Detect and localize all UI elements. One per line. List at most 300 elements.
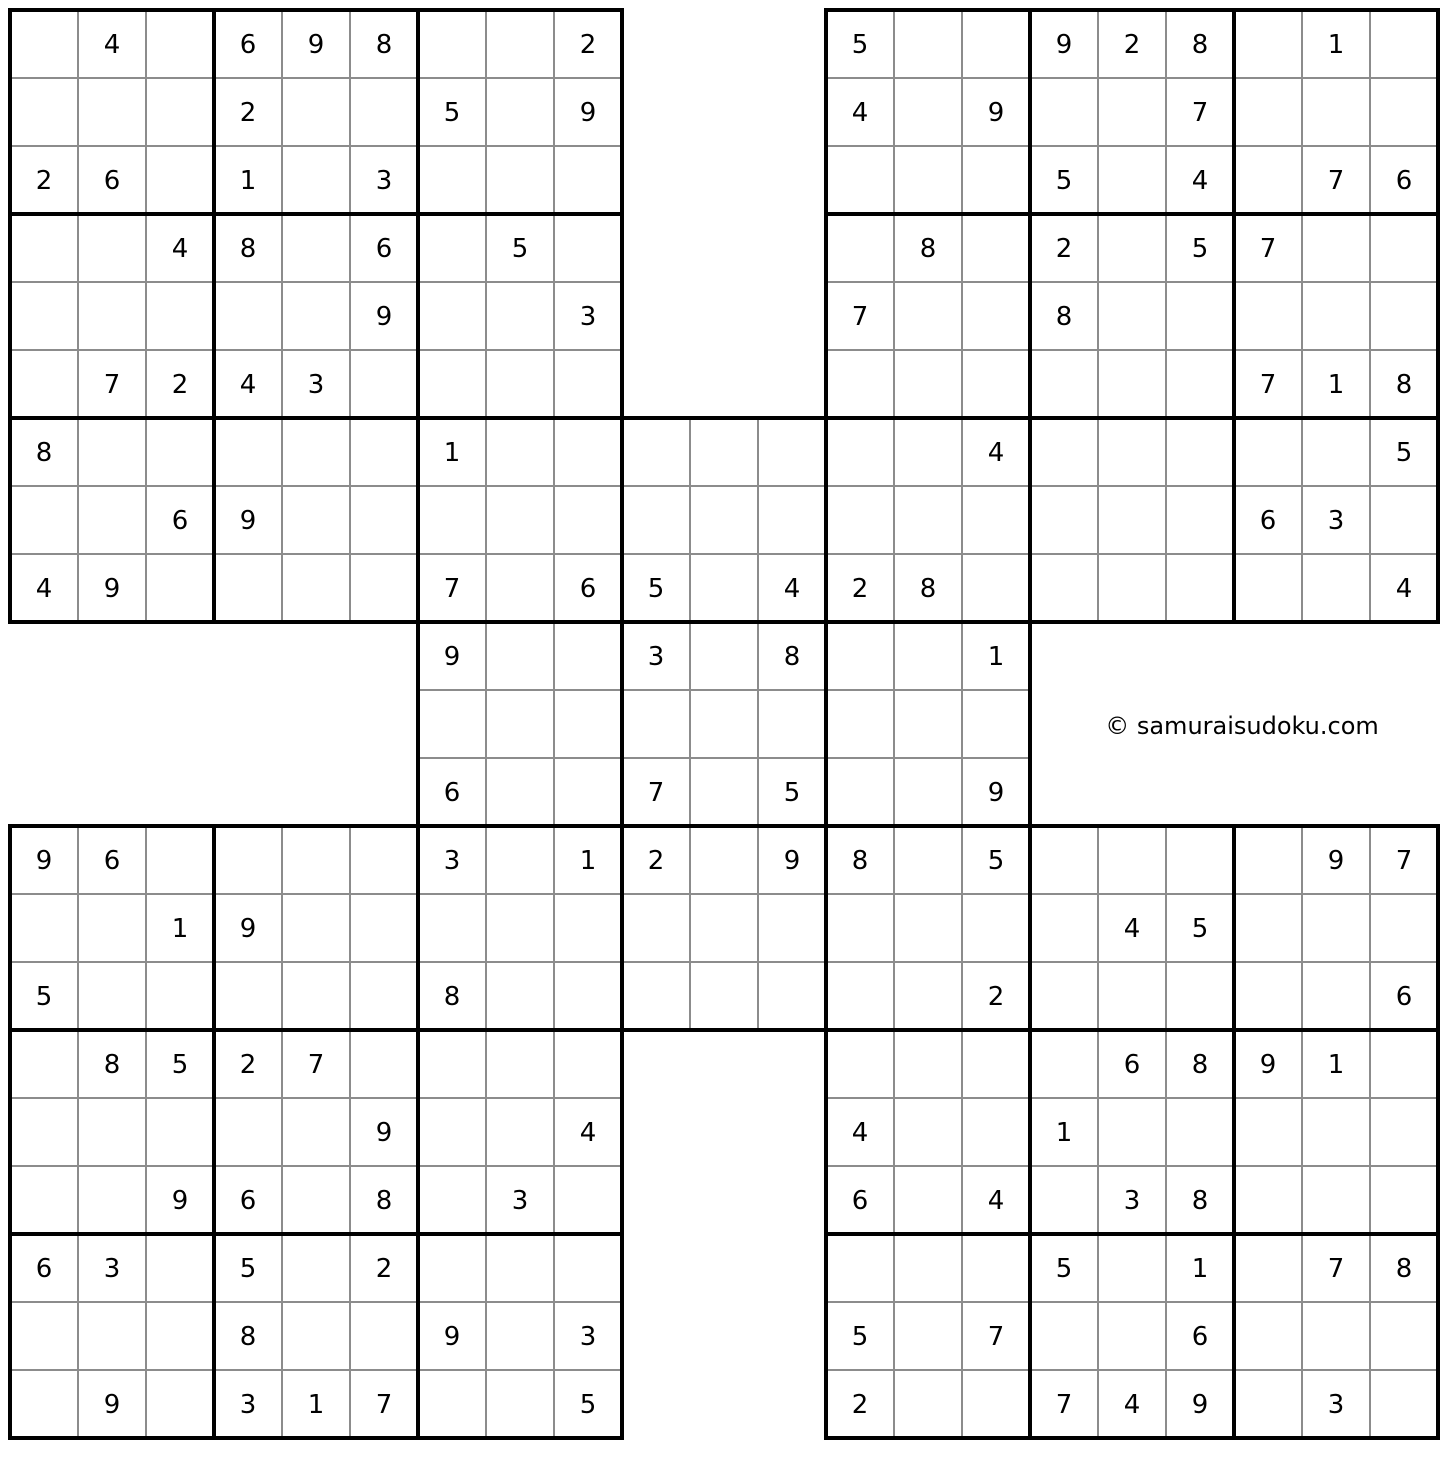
cell-digit: 4 (851, 98, 869, 128)
cell[interactable] (1166, 418, 1234, 486)
cell[interactable] (826, 214, 894, 282)
cell[interactable] (418, 146, 486, 214)
cell[interactable] (418, 10, 486, 78)
cell[interactable] (1234, 10, 1302, 78)
cell-digit: 9 (1327, 846, 1345, 876)
cell[interactable] (758, 486, 826, 554)
cell[interactable] (282, 146, 350, 214)
cell[interactable] (554, 418, 622, 486)
cell[interactable] (78, 894, 146, 962)
cell[interactable] (78, 1098, 146, 1166)
cell[interactable] (894, 78, 962, 146)
cell[interactable] (486, 690, 554, 758)
cell[interactable] (690, 758, 758, 826)
cell[interactable] (1166, 962, 1234, 1030)
cell-digit: 6 (443, 778, 461, 808)
cell-digit: 1 (579, 846, 597, 876)
cell[interactable] (486, 622, 554, 690)
cell[interactable] (1234, 554, 1302, 622)
cell[interactable] (826, 418, 894, 486)
cell[interactable] (78, 962, 146, 1030)
cell-digit: 5 (1055, 166, 1073, 196)
cell[interactable] (1370, 1030, 1438, 1098)
cell[interactable] (214, 962, 282, 1030)
cell[interactable] (1234, 1166, 1302, 1234)
cell[interactable] (758, 418, 826, 486)
cell[interactable] (1302, 962, 1370, 1030)
cell[interactable] (146, 554, 214, 622)
cell[interactable] (1030, 894, 1098, 962)
cell[interactable] (486, 1370, 554, 1438)
cell-digit: 8 (1191, 1186, 1209, 1216)
cell[interactable] (962, 146, 1030, 214)
cell[interactable] (418, 214, 486, 282)
cell[interactable] (282, 962, 350, 1030)
cell[interactable] (894, 1234, 962, 1302)
cell[interactable] (1166, 350, 1234, 418)
cell[interactable] (1234, 78, 1302, 146)
cell[interactable] (1302, 1166, 1370, 1234)
cell[interactable] (894, 1302, 962, 1370)
cell[interactable] (350, 78, 418, 146)
cell-digit: 7 (1259, 370, 1277, 400)
cell-digit: 7 (307, 1050, 325, 1080)
cell[interactable] (10, 10, 78, 78)
cell[interactable] (1098, 282, 1166, 350)
cell[interactable] (894, 962, 962, 1030)
cell[interactable] (214, 826, 282, 894)
cell[interactable] (894, 418, 962, 486)
cell[interactable] (1098, 1302, 1166, 1370)
cell[interactable] (282, 894, 350, 962)
cell[interactable] (1098, 1098, 1166, 1166)
cell[interactable] (282, 1166, 350, 1234)
cell[interactable] (554, 894, 622, 962)
cell[interactable] (1370, 894, 1438, 962)
cell[interactable] (1302, 282, 1370, 350)
cell-digit: 6 (103, 846, 121, 876)
cell[interactable] (1098, 826, 1166, 894)
cell[interactable] (78, 282, 146, 350)
cell-digit: 1 (1327, 30, 1345, 60)
cell-digit: 9 (579, 98, 597, 128)
cell[interactable] (894, 146, 962, 214)
cell-digit: 5 (35, 982, 53, 1012)
cell[interactable] (962, 1370, 1030, 1438)
cell[interactable] (894, 1166, 962, 1234)
cell[interactable] (554, 146, 622, 214)
cell[interactable] (1302, 554, 1370, 622)
cell[interactable] (622, 962, 690, 1030)
cell[interactable] (486, 1030, 554, 1098)
cell-digit: 3 (239, 1390, 257, 1420)
cell[interactable] (1370, 78, 1438, 146)
cell[interactable] (758, 894, 826, 962)
cell[interactable] (690, 622, 758, 690)
cell[interactable] (622, 418, 690, 486)
cell[interactable] (894, 1030, 962, 1098)
cell-digit: 4 (1191, 166, 1209, 196)
cell[interactable] (554, 962, 622, 1030)
cell[interactable] (1302, 214, 1370, 282)
cell-digit: 7 (1327, 166, 1345, 196)
cell[interactable] (826, 690, 894, 758)
cell[interactable] (486, 1098, 554, 1166)
cell[interactable] (1098, 350, 1166, 418)
cell[interactable] (554, 758, 622, 826)
cell[interactable] (1098, 962, 1166, 1030)
cell[interactable] (486, 78, 554, 146)
cell[interactable] (418, 894, 486, 962)
cell-digit: 6 (579, 574, 597, 604)
cell[interactable] (350, 962, 418, 1030)
cell[interactable] (1030, 486, 1098, 554)
cell-digit: 2 (647, 846, 665, 876)
cell[interactable] (146, 826, 214, 894)
cell-digit: 9 (375, 1118, 393, 1148)
cell[interactable] (146, 1302, 214, 1370)
cell[interactable] (214, 282, 282, 350)
cell[interactable] (418, 350, 486, 418)
cell-digit: 1 (443, 438, 461, 468)
cell[interactable] (282, 214, 350, 282)
cell[interactable] (10, 1030, 78, 1098)
cell[interactable] (486, 282, 554, 350)
cell[interactable] (962, 214, 1030, 282)
cell[interactable] (486, 10, 554, 78)
cell[interactable] (282, 78, 350, 146)
cell[interactable] (1302, 1098, 1370, 1166)
cell[interactable] (1098, 1234, 1166, 1302)
cell-digit: 5 (1055, 1254, 1073, 1284)
cell[interactable] (894, 758, 962, 826)
cell[interactable] (418, 1370, 486, 1438)
cell-digit: 5 (1191, 234, 1209, 264)
cell[interactable] (282, 1234, 350, 1302)
cell[interactable] (962, 894, 1030, 962)
cell[interactable] (1302, 418, 1370, 486)
cell[interactable] (894, 282, 962, 350)
cell[interactable] (962, 282, 1030, 350)
cell[interactable] (10, 894, 78, 962)
cell[interactable] (78, 78, 146, 146)
cell[interactable] (350, 350, 418, 418)
cell-digit: 8 (443, 982, 461, 1012)
cell-digit: 2 (987, 982, 1005, 1012)
cell[interactable] (690, 554, 758, 622)
cell[interactable] (10, 214, 78, 282)
cell[interactable] (894, 690, 962, 758)
cell[interactable] (78, 418, 146, 486)
cell-digit: 7 (987, 1322, 1005, 1352)
cell-digit: 6 (851, 1186, 869, 1216)
cell-digit: 6 (1123, 1050, 1141, 1080)
cell[interactable] (146, 1234, 214, 1302)
cell-digit: 6 (1259, 506, 1277, 536)
cell[interactable] (758, 690, 826, 758)
cell[interactable] (554, 350, 622, 418)
cell[interactable] (962, 554, 1030, 622)
cell[interactable] (418, 1166, 486, 1234)
cell[interactable] (282, 418, 350, 486)
cell-digit: 4 (1123, 1390, 1141, 1420)
cell[interactable] (78, 214, 146, 282)
cell[interactable] (554, 1234, 622, 1302)
cell[interactable] (1234, 826, 1302, 894)
cell-digit: 7 (1327, 1254, 1345, 1284)
cell-digit: 4 (783, 574, 801, 604)
cell-digit: 1 (1327, 1050, 1345, 1080)
cell[interactable] (1030, 418, 1098, 486)
cell[interactable] (486, 350, 554, 418)
cell[interactable] (1370, 282, 1438, 350)
cell[interactable] (350, 826, 418, 894)
cell[interactable] (1302, 894, 1370, 962)
cell-digit: 2 (851, 1390, 869, 1420)
cell[interactable] (1234, 146, 1302, 214)
cell-digit: 4 (103, 30, 121, 60)
cell[interactable] (10, 350, 78, 418)
cell[interactable] (418, 1234, 486, 1302)
cell[interactable] (962, 1098, 1030, 1166)
cell[interactable] (10, 486, 78, 554)
cell[interactable] (826, 962, 894, 1030)
cell[interactable] (486, 894, 554, 962)
cell-digit: 4 (1123, 914, 1141, 944)
cell[interactable] (10, 1166, 78, 1234)
cell[interactable] (622, 486, 690, 554)
cell-digit: 2 (171, 370, 189, 400)
cell[interactable] (1030, 78, 1098, 146)
cell[interactable] (1166, 486, 1234, 554)
cell[interactable] (622, 690, 690, 758)
cell[interactable] (1030, 1302, 1098, 1370)
cell[interactable] (282, 1302, 350, 1370)
cell-digit: 3 (1327, 506, 1345, 536)
cell[interactable] (1234, 418, 1302, 486)
cell-digit: 3 (511, 1186, 529, 1216)
cell[interactable] (1370, 486, 1438, 554)
cell[interactable] (554, 622, 622, 690)
cell[interactable] (1234, 1302, 1302, 1370)
cell[interactable] (962, 10, 1030, 78)
cell[interactable] (486, 486, 554, 554)
cell[interactable] (894, 10, 962, 78)
cell[interactable] (282, 486, 350, 554)
cell[interactable] (826, 1234, 894, 1302)
cell[interactable] (146, 282, 214, 350)
cell[interactable] (146, 1370, 214, 1438)
cell[interactable] (894, 1098, 962, 1166)
cell[interactable] (690, 690, 758, 758)
cell[interactable] (1030, 350, 1098, 418)
cell[interactable] (826, 1030, 894, 1098)
cell[interactable] (418, 282, 486, 350)
cell[interactable] (622, 894, 690, 962)
cell[interactable] (486, 418, 554, 486)
cell[interactable] (1098, 554, 1166, 622)
cell[interactable] (1370, 1098, 1438, 1166)
cell[interactable] (214, 554, 282, 622)
cell[interactable] (690, 486, 758, 554)
cell[interactable] (554, 214, 622, 282)
cell[interactable] (418, 690, 486, 758)
cell[interactable] (78, 486, 146, 554)
cell[interactable] (350, 1030, 418, 1098)
cell[interactable] (486, 1234, 554, 1302)
cell[interactable] (418, 1030, 486, 1098)
cell[interactable] (1098, 418, 1166, 486)
cell-digit: 2 (1123, 30, 1141, 60)
cell[interactable] (962, 1234, 1030, 1302)
cell[interactable] (894, 350, 962, 418)
cell[interactable] (894, 826, 962, 894)
cell[interactable] (690, 894, 758, 962)
cell[interactable] (1030, 554, 1098, 622)
cell[interactable] (146, 962, 214, 1030)
cell[interactable] (826, 350, 894, 418)
cell-digit: 1 (239, 166, 257, 196)
cell[interactable] (826, 894, 894, 962)
cell-digit: 7 (443, 574, 461, 604)
cell-digit: 7 (647, 778, 665, 808)
cell[interactable] (10, 1302, 78, 1370)
cell[interactable] (1370, 1370, 1438, 1438)
cell[interactable] (1234, 1234, 1302, 1302)
cell-digit: 9 (239, 506, 257, 536)
cell-digit: 5 (851, 1322, 869, 1352)
cell[interactable] (10, 282, 78, 350)
cell[interactable] (894, 1370, 962, 1438)
cell[interactable] (962, 486, 1030, 554)
cell[interactable] (146, 146, 214, 214)
cell-digit: 7 (851, 302, 869, 332)
cell[interactable] (554, 486, 622, 554)
cell-digit: 5 (783, 778, 801, 808)
cell[interactable] (1370, 10, 1438, 78)
cell[interactable] (1166, 282, 1234, 350)
cell[interactable] (894, 894, 962, 962)
cell[interactable] (1098, 146, 1166, 214)
cell[interactable] (214, 1098, 282, 1166)
cell-digit: 7 (103, 370, 121, 400)
cell-digit: 3 (579, 1322, 597, 1352)
cell[interactable] (350, 418, 418, 486)
cell[interactable] (1030, 962, 1098, 1030)
cell[interactable] (10, 78, 78, 146)
cell[interactable] (962, 690, 1030, 758)
cell[interactable] (826, 486, 894, 554)
cell[interactable] (1234, 1098, 1302, 1166)
cell-digit: 9 (987, 98, 1005, 128)
cell[interactable] (214, 418, 282, 486)
cell[interactable] (418, 1098, 486, 1166)
cell[interactable] (554, 1166, 622, 1234)
cell[interactable] (1030, 1166, 1098, 1234)
cell[interactable] (1098, 78, 1166, 146)
cell-digit: 9 (103, 574, 121, 604)
cell[interactable] (1370, 214, 1438, 282)
cell[interactable] (1098, 214, 1166, 282)
cell[interactable] (10, 1370, 78, 1438)
cell[interactable] (1030, 826, 1098, 894)
cell[interactable] (146, 418, 214, 486)
cell[interactable] (486, 758, 554, 826)
cell[interactable] (418, 486, 486, 554)
cell-digit: 5 (579, 1390, 597, 1420)
cell[interactable] (1098, 486, 1166, 554)
cell-digit: 6 (239, 1186, 257, 1216)
cell[interactable] (1166, 826, 1234, 894)
cell[interactable] (1302, 1302, 1370, 1370)
cell-digit: 6 (35, 1254, 53, 1284)
cell[interactable] (1234, 962, 1302, 1030)
cell[interactable] (10, 1098, 78, 1166)
cell[interactable] (690, 962, 758, 1030)
cell[interactable] (1370, 1302, 1438, 1370)
cell[interactable] (1234, 1370, 1302, 1438)
cell[interactable] (1370, 1166, 1438, 1234)
cell-digit: 7 (375, 1390, 393, 1420)
cell[interactable] (78, 1166, 146, 1234)
cell[interactable] (486, 1302, 554, 1370)
cell-digit: 9 (443, 642, 461, 672)
cell[interactable] (282, 1098, 350, 1166)
cell[interactable] (78, 1302, 146, 1370)
cell-digit: 8 (919, 574, 937, 604)
cell[interactable] (350, 554, 418, 622)
cell[interactable] (554, 1030, 622, 1098)
cell[interactable] (690, 826, 758, 894)
cell[interactable] (282, 282, 350, 350)
cell[interactable] (962, 1030, 1030, 1098)
cell[interactable] (146, 78, 214, 146)
cell[interactable] (282, 554, 350, 622)
cell[interactable] (1302, 78, 1370, 146)
cell[interactable] (486, 826, 554, 894)
cell[interactable] (826, 622, 894, 690)
cell[interactable] (962, 350, 1030, 418)
cell[interactable] (146, 10, 214, 78)
cell-digit: 8 (35, 438, 53, 468)
cell[interactable] (1166, 1098, 1234, 1166)
cell[interactable] (826, 758, 894, 826)
cell[interactable] (486, 962, 554, 1030)
cell[interactable] (826, 146, 894, 214)
cell[interactable] (350, 1302, 418, 1370)
cell[interactable] (758, 962, 826, 1030)
cell-digit: 5 (647, 574, 665, 604)
cell[interactable] (350, 486, 418, 554)
cell-digit: 5 (851, 30, 869, 60)
cell-digit: 4 (1395, 574, 1413, 604)
cell[interactable] (1234, 894, 1302, 962)
copyright-text: © samuraisudoku.com (1105, 712, 1379, 740)
cell[interactable] (486, 554, 554, 622)
cell[interactable] (690, 418, 758, 486)
cell[interactable] (282, 826, 350, 894)
cell[interactable] (554, 690, 622, 758)
cell[interactable] (1030, 1030, 1098, 1098)
cell[interactable] (146, 1098, 214, 1166)
cell[interactable] (1234, 282, 1302, 350)
cell[interactable] (894, 486, 962, 554)
cell[interactable] (1166, 554, 1234, 622)
cell[interactable] (350, 894, 418, 962)
cell-digit: 3 (443, 846, 461, 876)
cell[interactable] (894, 622, 962, 690)
cell[interactable] (486, 146, 554, 214)
